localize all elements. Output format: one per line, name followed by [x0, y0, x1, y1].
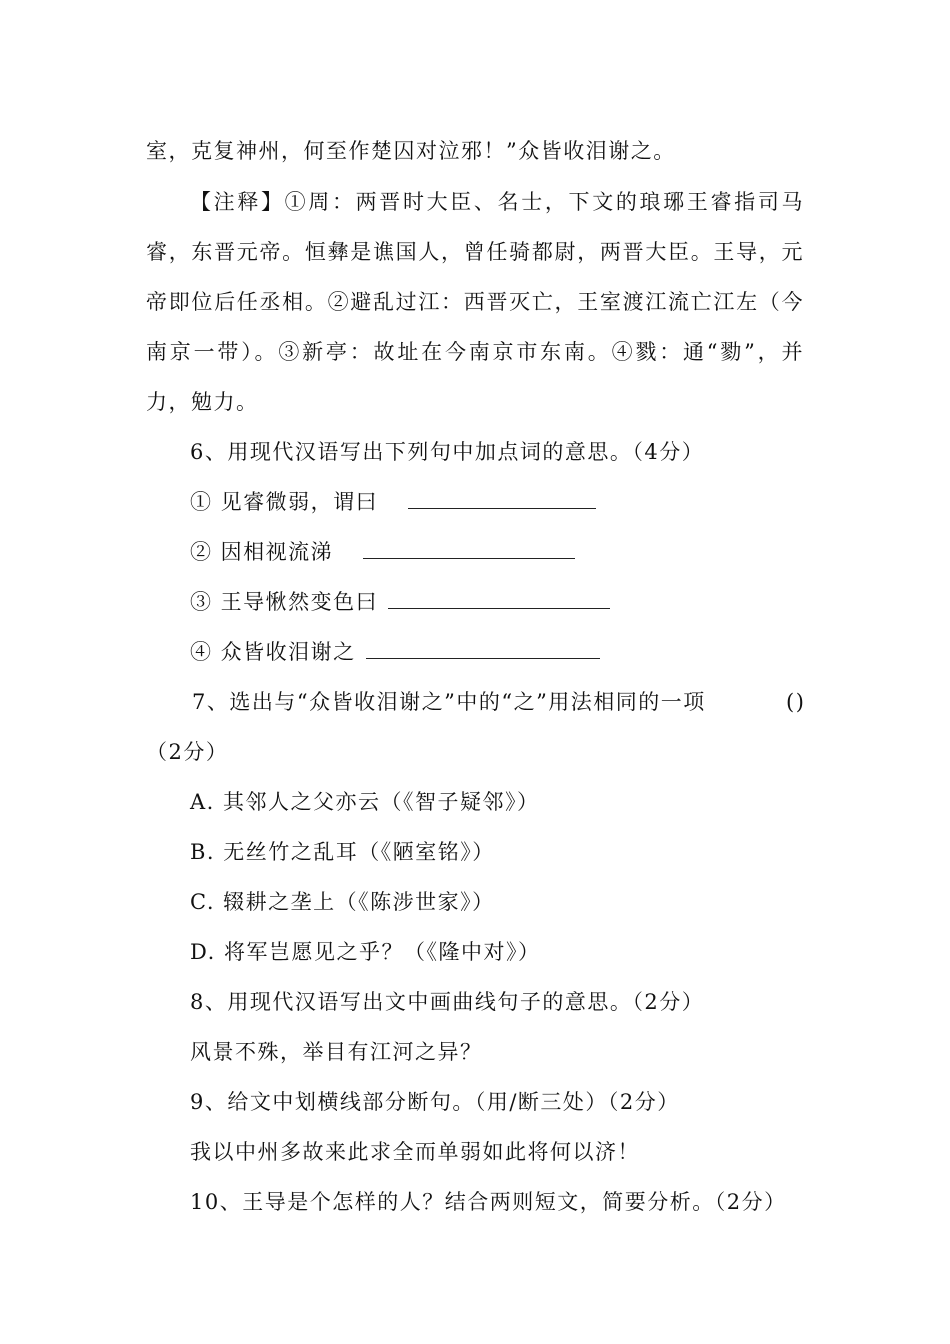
answer-blank-1[interactable] — [408, 488, 596, 509]
question-6-item-3 — [190, 587, 610, 617]
question-6-item-4 — [190, 637, 600, 667]
question-7-option-c: C. 辍耕之垄上（《陈涉世家》） — [190, 890, 495, 914]
question-7-answer-paren[interactable]: () — [786, 690, 806, 714]
notes-line-5: 力，勉力。 — [146, 390, 259, 414]
question-8-prompt: 8、用现代汉语写出文中画曲线句子的意思。（2分） — [190, 990, 705, 1014]
item-text: ② 因相视流涕 — [190, 540, 334, 564]
question-7-option-a: A. 其邻人之父亦云（《智子疑邻》） — [190, 790, 540, 814]
notes-line-3: 帝即位后任丞相。②避乱过江：西晋灭亡，王室渡江流亡江左（今 — [146, 290, 804, 314]
question-6-item-1 — [190, 487, 596, 517]
item-text: ④ 众皆收泪谢之 — [190, 640, 356, 664]
notes-line-1: 【注释】①周：两晋时大臣、名士，下文的琅琊王睿指司马 — [190, 190, 804, 214]
question-9-prompt: 9、给文中划横线部分断句。（用/断三处）（2分） — [190, 1090, 680, 1114]
answer-blank-4[interactable] — [366, 638, 600, 659]
question-10-prompt: 10、王导是个怎样的人？结合两则短文，简要分析。（2分） — [190, 1190, 787, 1214]
question-7-option-d: D. 将军岂愿见之乎？（《隆中对》） — [190, 940, 541, 964]
question-7-prompt: 7、选出与“众皆收泪谢之”中的“之”用法相同的一项 — [192, 690, 706, 714]
notes-line-4: 南京一带）。③新亭：故址在今南京市东南。④戮：通“勠”，并 — [146, 340, 804, 364]
question-8-sentence: 风景不殊，举目有江河之异？ — [190, 1040, 483, 1064]
item-text: ③ 王导愀然变色曰 — [190, 590, 379, 614]
question-6-prompt: 6、用现代汉语写出下列句中加点词的意思。（4分） — [190, 440, 705, 464]
item-text: ① 见睿微弱，谓曰 — [190, 490, 379, 514]
question-7-option-b: B. 无丝竹之乱耳（《陋室铭》） — [190, 840, 495, 864]
passage-last-line: 室，克复神州，何至作楚囚对泣邪！”众皆收泪谢之。 — [146, 139, 676, 163]
question-7-score: （2分） — [146, 740, 229, 764]
question-6-item-2 — [190, 537, 575, 567]
question-9-sentence: 我以中州多故来此求全而单弱如此将何以济！ — [190, 1140, 640, 1164]
answer-blank-2[interactable] — [363, 538, 575, 559]
answer-blank-3[interactable] — [388, 588, 610, 609]
notes-line-2: 睿，东晋元帝。恒彝是谯国人，曾任骑都尉，两晋大臣。王导，元 — [146, 240, 804, 264]
